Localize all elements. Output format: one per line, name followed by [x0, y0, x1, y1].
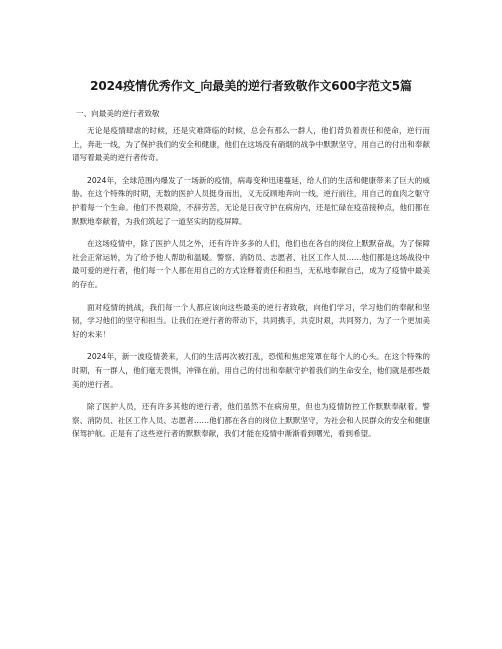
paragraph-4: 面对疫情的挑战，我们每一个人都应该向这些最美的逆行者致敬，向他们学习，学习他们的奉献和坚韧，学习他们的坚守和担当。让我们在逆行者的带动下，共同携手，共克时艰，共同努力，为了一个更加美好的未来！: [72, 302, 430, 339]
paragraph-3: 在这场疫情中，除了医护人员之外，还有许许多多的人们，他们也在各自的岗位上默默奋战，为了保障社会正常运转，为了给予他人帮助和温暖。警察、消防员、志愿者、社区工作人员……他们都是这场战役中最可爱的逆行者，他们每一个人都在用自己的方式诠释着责任和担当，无私地奉献自己，成为了疫情中最美的存在。: [72, 239, 430, 289]
paragraph-5: 2024年，新一波疫情袭来，人们的生活再次被打乱，恐慌和焦虑笼罩在每个人的心头。在这个特殊的时期，有一群人，他们毫无畏惧，冲锋在前，用自己的付出和奉献守护着我们的生命安全，他们就是那些最美的逆行者。: [72, 352, 430, 389]
page-title: 2024疫情优秀作文_向最美的逆行者致敬作文600字范文5篇: [90, 79, 412, 93]
section-heading: 一、向最美的逆行者致敬: [76, 109, 160, 118]
paragraph-2: 2024年，全球范围内爆发了一场新的疫情，病毒变种迅速蔓延，给人们的生活和健康带来了巨大的威胁。在这个特殊的时期，无数的医护人员挺身而出，义无反顾地奔向一线，逆行前往，用自己的血肉之躯守护着每一个生命。他们不畏艰险，不辞劳苦，无论是日夜守护在病房内，还是忙碌在疫苗接种点，他们都在默默地奉献着，为我们筑起了一道坚实的防疫屏障。: [72, 175, 430, 226]
paragraph-6: 除了医护人员，还有许多其他的逆行者，他们虽然不在病房里，但也为疫情防控工作默默奉献着。警察、消防员、社区工作人员、志愿者……他们都在各自的岗位上默默坚守，为社会和人民群众的安全和健康保驾护航。正是有了这些逆行者的默默奉献，我们才能在疫情中渐渐看到曙光，看到希望。: [72, 402, 430, 439]
paragraph-1: 无论是疫情肆虐的时候，还是灾难降临的时候，总会有那么一群人，他们背负着责任和使命，逆行而上，奔赴一线，为了保护我们的安全和健康，他们在这场没有硝烟的战争中默默坚守，用自己的付出和奉献谱写着最美的逆行者传奇。: [72, 126, 430, 163]
